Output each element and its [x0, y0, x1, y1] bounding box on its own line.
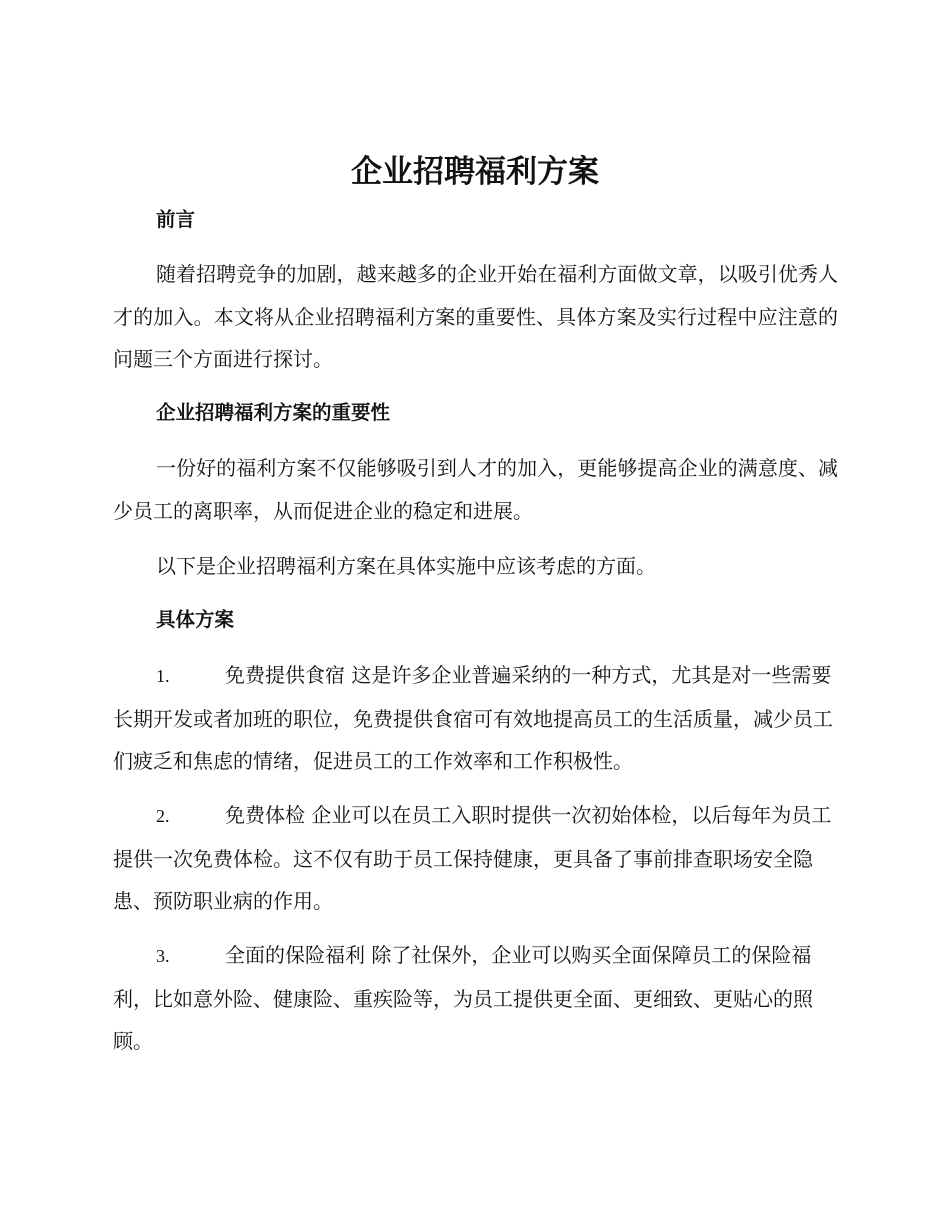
- list-item-number: 1.: [156, 666, 170, 686]
- list-item-number: 3.: [156, 946, 170, 966]
- list-item: [113, 794, 838, 923]
- list-item-text: 免费提供食宿 这是许多企业普遍采纳的一种方式，尤其是对一些需要长期开发或者加班的职位，免费提供食宿可有效地提高员工的生活质量，减少员工们疲乏和焦虑的情绪，促进员工的工作效率和工作积极性。: [113, 663, 833, 773]
- list-item-text: 全面的保险福利 除了社保外，企业可以购买全面保障员工的保险福利，比如意外险、健康险、重疾险等，为员工提供更全面、更细致、更贴心的照顾。: [113, 943, 813, 1053]
- list-item-number: 2.: [156, 806, 170, 826]
- importance-paragraph-1: 一份好的福利方案不仅能够吸引到人才的加入，更能够提高企业的满意度、减少员工的离职率，从而促进企业的稳定和进展。: [113, 456, 838, 523]
- section-heading-plans: 具体方案: [156, 608, 235, 631]
- list-item: [113, 934, 838, 1063]
- list-item: [113, 654, 838, 783]
- preface-paragraph: 随着招聘竞争的加剧，越来越多的企业开始在福利方面做文章，以吸引优秀人才的加入。本文将从企业招聘福利方案的重要性、具体方案及实行过程中应注意的问题三个方面进行探讨。: [113, 262, 838, 371]
- importance-paragraph-2: 以下是企业招聘福利方案在具体实施中应该考虑的方面。: [156, 554, 656, 578]
- list-item-text: 免费体检 企业可以在员工入职时提供一次初始体检，以后每年为员工提供一次免费体检。这不仅有助于员工保持健康，更具备了事前排查职场安全隐患、预防职业病的作用。: [113, 803, 832, 913]
- document-title: 企业招聘福利方案: [351, 154, 599, 190]
- section-heading-preface: 前言: [156, 208, 196, 231]
- section-heading-importance: 企业招聘福利方案的重要性: [156, 401, 391, 424]
